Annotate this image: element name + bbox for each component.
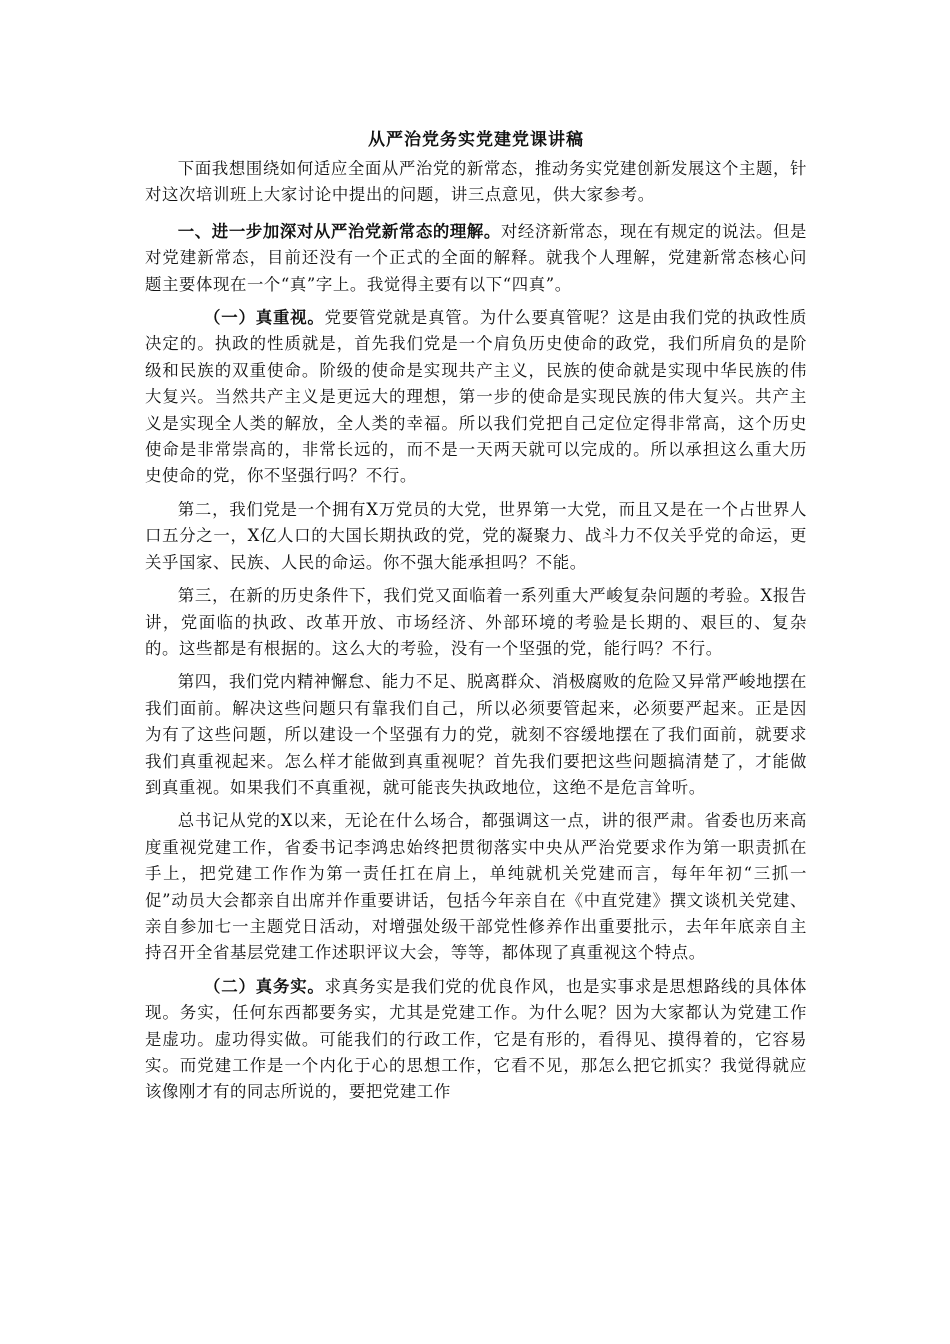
intro-paragraph [145, 156, 807, 209]
section-heading: 一、进一步加深对从严治党新常态的理解。 [177, 221, 501, 241]
body-paragraph [145, 497, 807, 576]
section-1-paragraph [145, 219, 807, 298]
paragraph-text: 第四，我们党内精神懈怠、能力不足、脱离群众、消极腐败的危险又异常严峻地摆在我们面前。解决这些问题只有靠我们自己，所以必须要管起来，必须要严起来。正是因为有了这些问题，所以建设一个坚强有力的党，就刻不容缓地摆在了我们面前，就要求我们真重视起来。怎么样才能做到真重视呢？首先我们要把这些问题搞清楚了，才能做到真重视。如果我们不真重视，就可能丧失执政地位，这绝不是危言耸听。 [145, 672, 807, 797]
document-title: 从严治党务实党建党课讲稿 [368, 130, 584, 150]
subsection-heading: （二）真务实。 [204, 976, 325, 996]
paragraph-text: 第三，在新的历史条件下，我们党又面临着一系列重大严峻复杂问题的考验。X报告讲，党面临的执政、改革开放、市场经济、外部环境的考验是长期的、艰巨的、复杂的。这些都是有根据的。这么大的考验，没有一个坚强的党，能行吗？不行。 [145, 586, 807, 658]
document-page [145, 128, 807, 1113]
paragraph-text: 求真务实是我们党的优良作风，也是实事求是思想路线的具体体现。务实，任何东西都要务实，尤其是党建工作。为什么呢？因为大家都认为党建工作是虚功。虚功得实做。可能我们的行政工作，它是有形的，看得见、摸得着的，它容易实。而党建工作是一个内化于心的思想工作，它看不见，那怎么把它抓实？我觉得就应该像刚才有的同志所说的，要把党建工作 [145, 976, 807, 1102]
paragraph-text: 党要管党就是真管。为什么要真管呢？这是由我们党的执政性质决定的。执政的性质就是，首先我们党是一个肩负历史使命的政党，我们所肩负的是阶级和民族的双重使命。阶级的使命是实现共产主义，民族的使命就是实现中华民族的伟大复兴。当然共产主义是更远大的理想，第一步的使命是实现民族的伟大复兴。共产主义是实现全人类的解放，全人类的幸福。所以我们党把自己定位定得非常高，这个历史使命是非常崇高的，非常长远的，而不是一天两天就可以完成的。所以承担这么重大历史使命的党，你不坚强行吗？不行。 [145, 308, 807, 486]
body-paragraph [145, 583, 807, 662]
paragraph-text: 第二，我们党是一个拥有X万党员的大党，世界第一大党，而且又是在一个占世界人口五分之一，X亿人口的大国长期执政的党，党的凝聚力、战斗力不仅关乎党的命运，更关乎国家、民族、人民的命运。你不强大能承担吗？不能。 [145, 499, 807, 572]
subsection-1-paragraph [145, 305, 807, 490]
paragraph-text: 下面我想围绕如何适应全面从严治党的新常态，推动务实党建创新发展这个主题，针对这次培训班上大家讨论中提出的问题，讲三点意见，供大家参考。 [145, 159, 807, 205]
paragraph-text: 总书记从党的X以来，无论在什么场合，都强调这一点，讲的很严肃。省委也历来高度重视党建工作，省委书记李鸿忠始终把贯彻落实中央从严治党要求作为第一职责抓在手上，把党建工作作为第一责任扛在肩上，单纯就机关党建而言，每年年初“三抓一促”动员大会都亲自出席并作重要讲话，包括今年亲自在《中直党建》撰文谈机关党建、亲自参加七一主题党日活动，对增强处级干部党性修养作出重要批示，去年年底亲自主持召开全省基层党建工作述职评议大会，等等，都体现了真重视这个特点。 [145, 811, 807, 963]
subsection-2-paragraph [145, 974, 807, 1106]
subsection-heading: （一）真重视。 [204, 308, 325, 328]
body-paragraph [145, 669, 807, 801]
body-paragraph [145, 808, 807, 966]
paragraph-text: 对经济新常态，现在有规定的说法。但是对党建新常态，目前还没有一个正式的全面的解释。就我个人理解，党建新常态核心问题主要体现在一个“真”字上。我觉得主要有以下“四真”。 [145, 221, 807, 294]
